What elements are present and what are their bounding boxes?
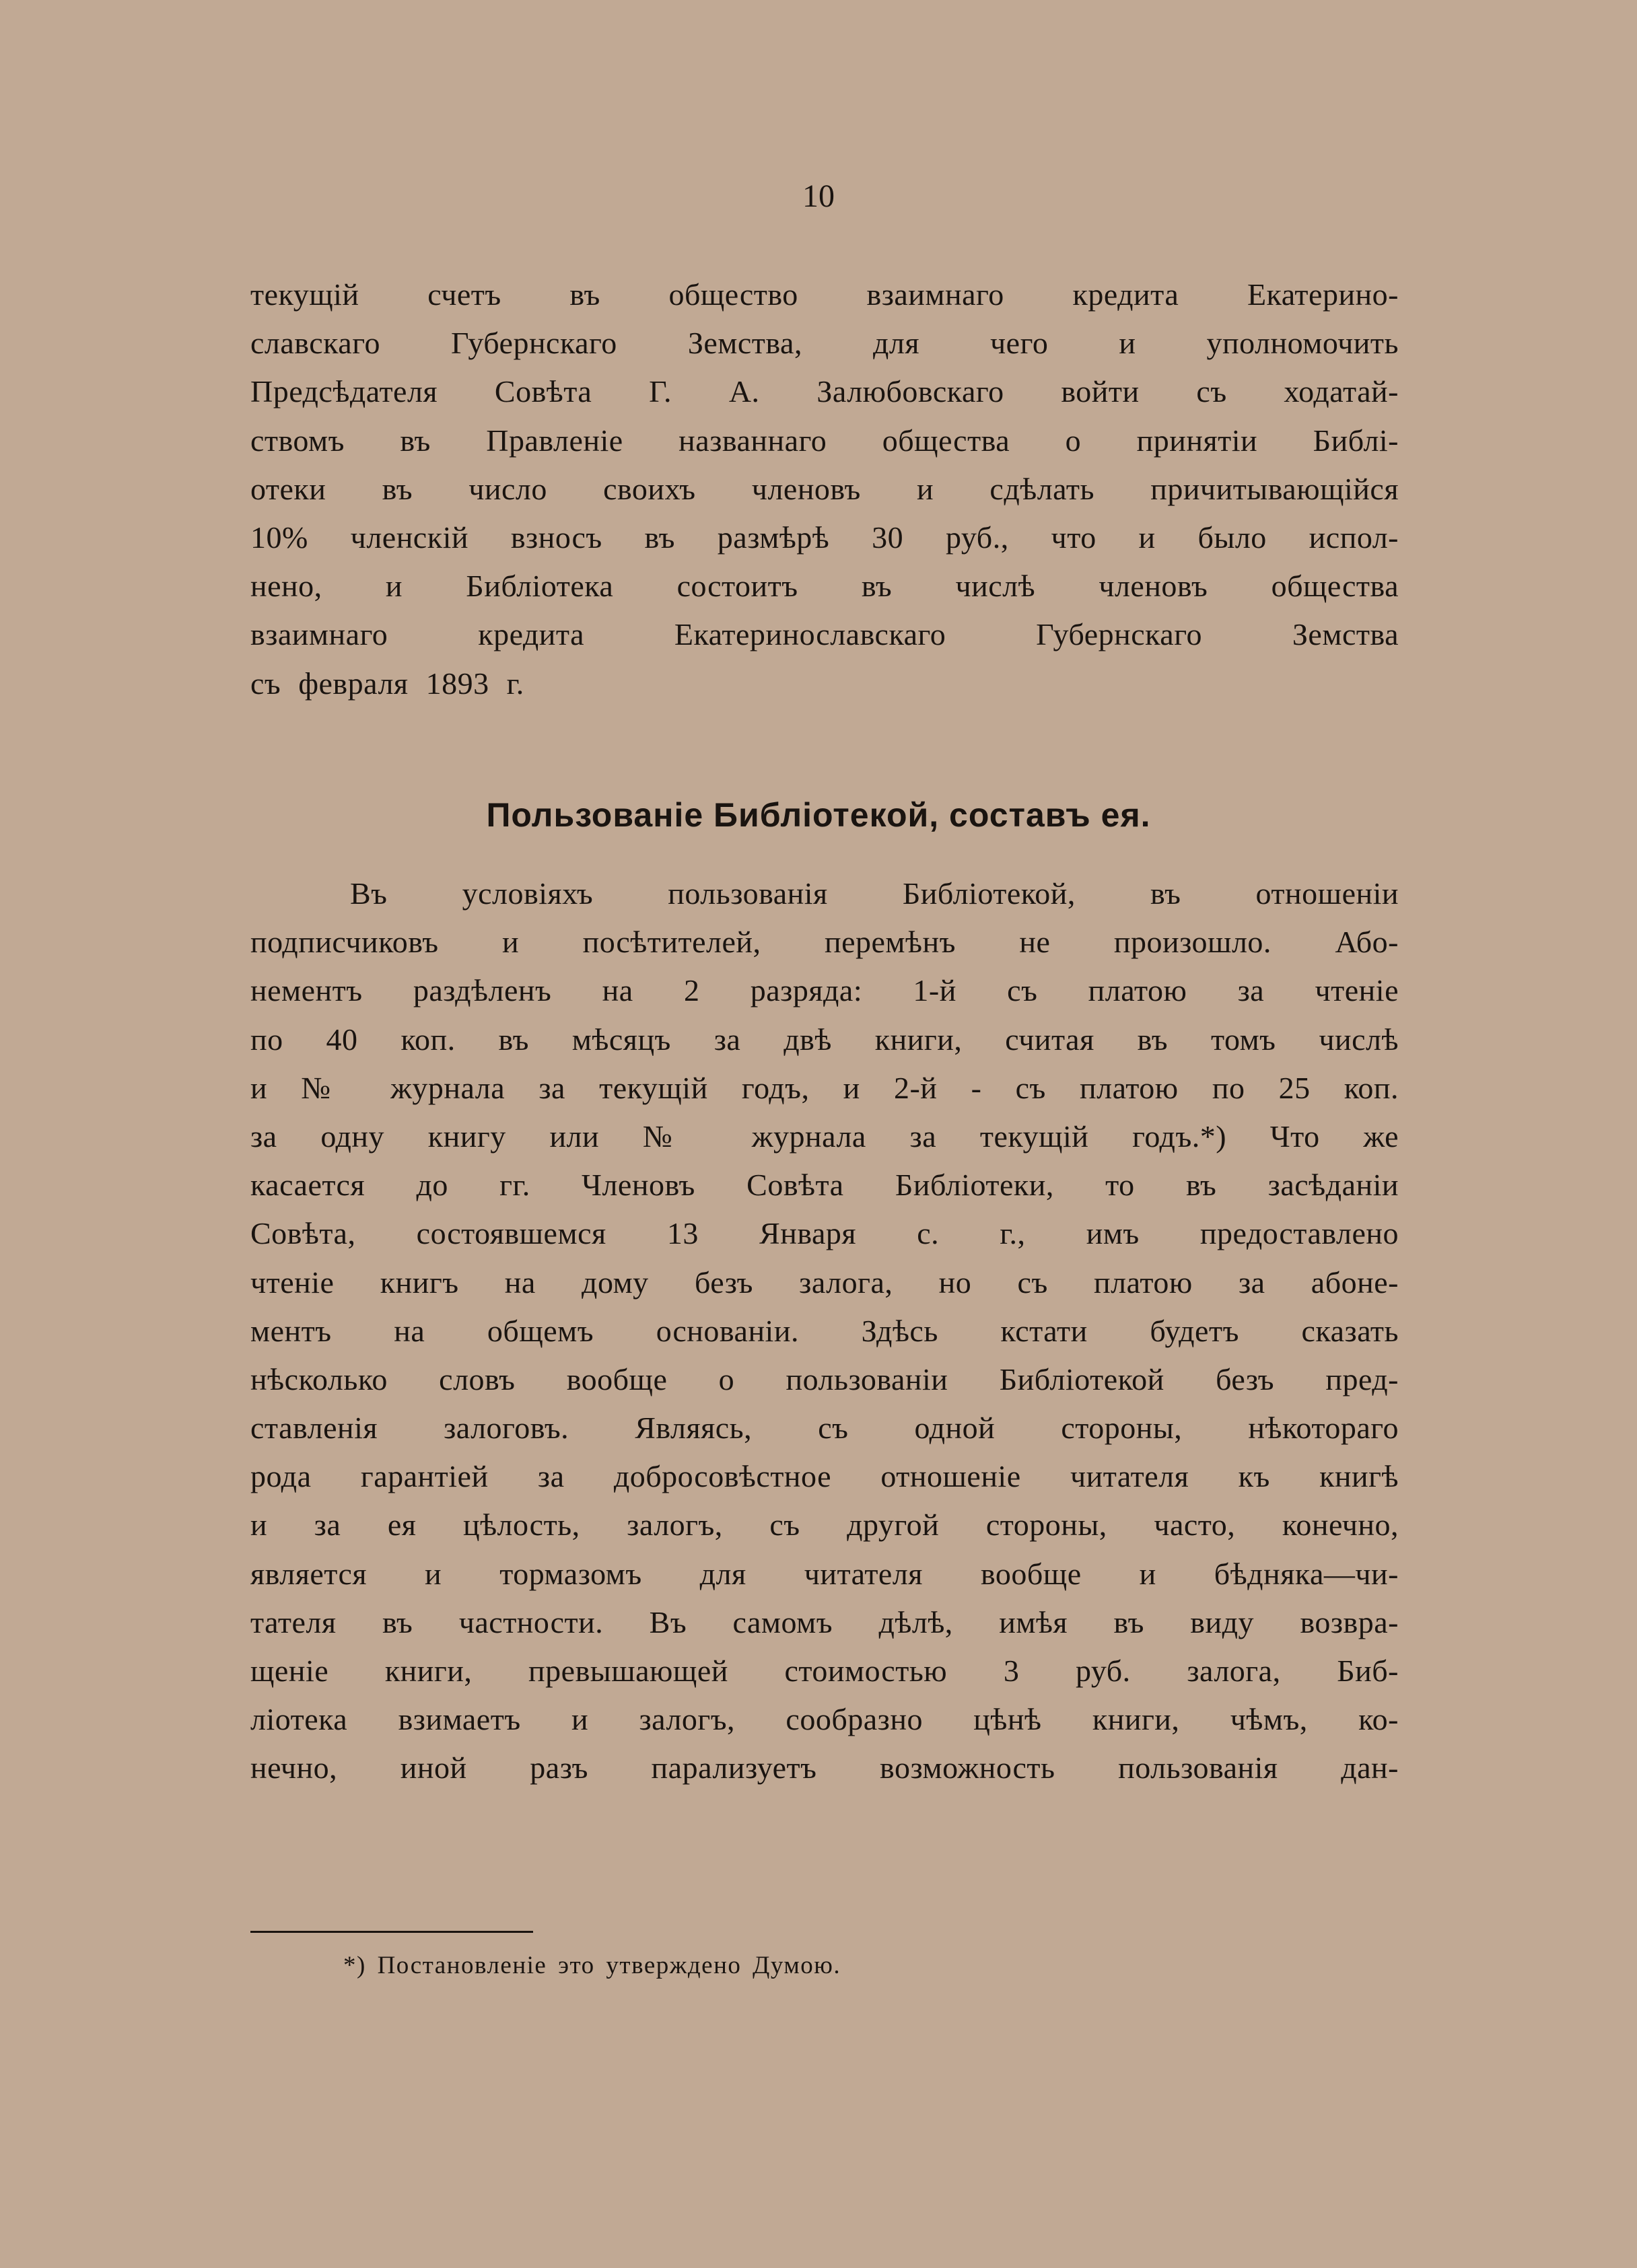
text-line: нечно, иной разъ парализуетъ возможность пользованія дан- (250, 1750, 1399, 1785)
text-line: рода гарантіей за добросовѣстное отношеніе читателя къ книгѣ (250, 1459, 1399, 1494)
text-line: Въ условіяхъ пользованія Библіотекой, въ отношеніи (350, 876, 1399, 911)
text-line: 10% членскій взносъ въ размѣрѣ 30 руб., что и было испол- (250, 520, 1399, 555)
text-line: тателя въ частности. Въ самомъ дѣлѣ, имѣя въ виду возвра- (250, 1604, 1399, 1639)
footnote-divider (250, 1931, 533, 1933)
text-line: касается до гг. Членовъ Совѣта Библіотеки, то въ засѣданіи (250, 1168, 1399, 1203)
text-line: Совѣта, состоявшемся 13 Января с. г., имъ предоставлено (250, 1216, 1399, 1251)
footnote: *) Постановленіе это утверждено Думою. (343, 1952, 841, 1979)
text-line: чтеніе книгъ на дому безъ залога, но съ платою за абоне- (250, 1265, 1399, 1300)
text-line: по 40 коп. въ мѣсяцъ за двѣ книги, считая въ томъ числѣ (250, 1022, 1399, 1057)
section-heading: Пользованіе Библіотекой, составъ ея. (486, 796, 1151, 834)
paragraph-2 (250, 870, 1399, 1793)
text-line: ментъ на общемъ основаніи. Здѣсь кстати будетъ сказать (250, 1313, 1399, 1348)
text-line: за одну книгу или № журнала за текущій годъ.*) Что же (250, 1119, 1399, 1154)
text-line: ствомъ въ Правленіе названнаго общества о принятіи Библі- (250, 423, 1399, 458)
text-line: нено, и Библіотека состоитъ въ числѣ членовъ общества (250, 569, 1399, 604)
text-line: щеніе книги, превышающей стоимостью 3 руб. залога, Биб- (250, 1654, 1399, 1688)
text-line: и № журнала за текущій годъ, и 2-й - съ платою по 25 коп. (250, 1070, 1399, 1105)
text-line: подписчиковъ и посѣтителей, перемѣнъ не произошло. Або- (250, 925, 1399, 960)
text-line: нѣсколько словъ вообще о пользованіи Библіотекой безъ пред- (250, 1361, 1399, 1396)
text-line: взаимнаго кредита Екатеринославскаго Губернскаго Земства (250, 617, 1399, 652)
text-line: Предсѣдателя Совѣта Г. А. Залюбовскаго войти съ ходатай- (250, 374, 1399, 409)
text-line: славскаго Губернскаго Земства, для чего и уполномочить (250, 326, 1399, 361)
text-line: нементъ раздѣленъ на 2 разряда: 1-й съ платою за чтеніе (250, 973, 1399, 1008)
text-line: текущій счетъ въ общество взаимнаго кредита Екатерино- (250, 277, 1399, 312)
page-number: 10 (802, 178, 835, 214)
text-line: ліотека взимаетъ и залогъ, сообразно цѣнѣ книги, чѣмъ, ко- (250, 1702, 1399, 1737)
text-line: отеки въ число своихъ членовъ и сдѣлать причитывающійся (250, 471, 1399, 506)
text-line: съ февраля 1893 г. (250, 666, 524, 701)
text-line: ставленія залоговъ. Являясь, съ одной стороны, нѣкотораго (250, 1411, 1399, 1446)
text-line: и за ея цѣлость, залогъ, съ другой стороны, часто, конечно, (250, 1508, 1399, 1543)
paragraph-1 (250, 271, 1399, 708)
text-line: является и тормазомъ для читателя вообще и бѣдняка—чи- (250, 1556, 1399, 1591)
